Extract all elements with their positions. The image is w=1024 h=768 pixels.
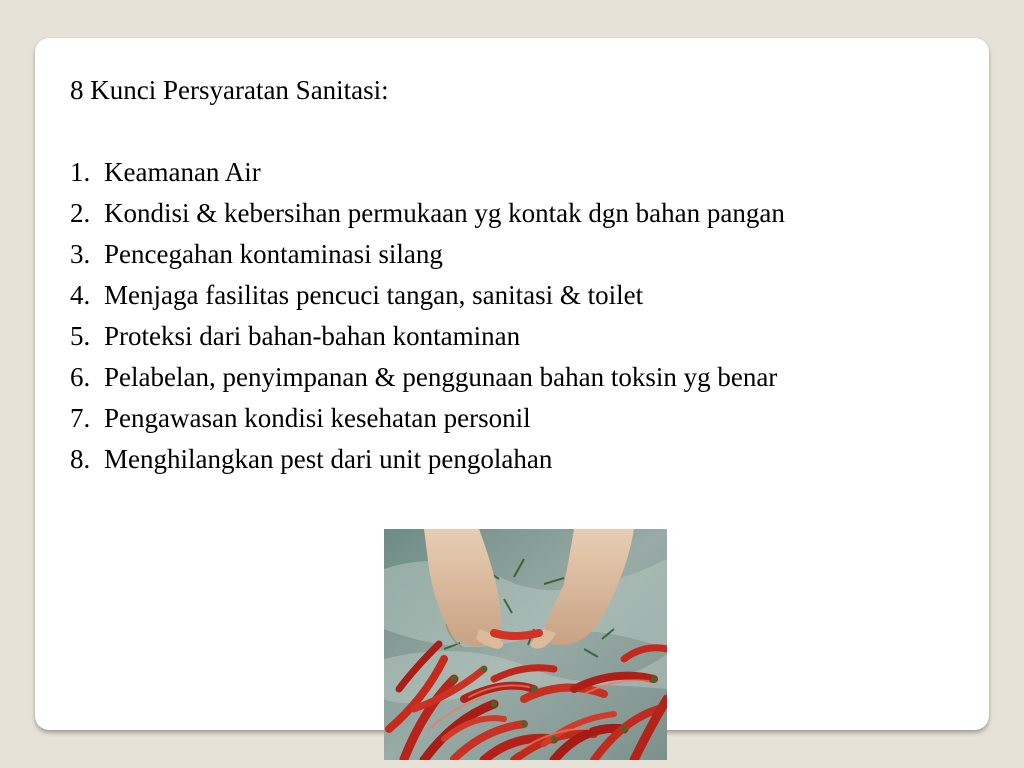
item-text: Pelabelan, penyimpanan & penggunaan bahan toksin yg benar xyxy=(104,362,778,392)
slide-text-body xyxy=(70,70,990,480)
list-item xyxy=(70,275,990,316)
slide-heading: 8 Kunci Persyaratan Sanitasi: xyxy=(70,75,389,105)
list-item xyxy=(70,234,990,275)
list-item xyxy=(70,152,990,193)
list-item xyxy=(70,357,990,398)
item-text: Pencegahan kontaminasi silang xyxy=(104,239,443,269)
item-number: 6. xyxy=(70,362,91,392)
item-number: 1. xyxy=(70,157,91,187)
item-text: Keamanan Air xyxy=(104,157,261,187)
item-text: Kondisi & kebersihan permukaan yg kontak dgn bahan pangan xyxy=(104,198,785,228)
chili-sorting-illustration xyxy=(384,529,667,760)
requirements-list xyxy=(70,152,990,480)
item-text: Proteksi dari bahan-bahan kontaminan xyxy=(104,321,521,351)
item-text: Pengawasan kondisi kesehatan personil xyxy=(104,403,531,433)
item-number: 3. xyxy=(70,239,91,269)
chili-sorting-photo xyxy=(384,529,667,760)
list-item xyxy=(70,439,990,480)
list-item xyxy=(70,193,990,234)
item-text: Menghilangkan pest dari unit pengolahan xyxy=(104,444,553,474)
list-item xyxy=(70,398,990,439)
item-number: 2. xyxy=(70,198,91,228)
list-item xyxy=(70,316,990,357)
item-number: 5. xyxy=(70,321,91,351)
item-text: Menjaga fasilitas pencuci tangan, sanitasi & toilet xyxy=(104,280,644,310)
item-number: 4. xyxy=(70,280,91,310)
item-number: 7. xyxy=(70,403,91,433)
item-number: 8. xyxy=(70,444,91,474)
